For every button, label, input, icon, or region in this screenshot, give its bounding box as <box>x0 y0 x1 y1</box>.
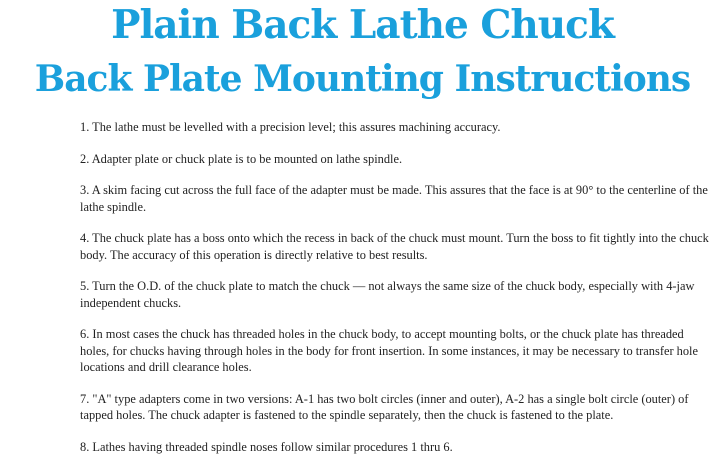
instruction-step-2: 2. Adapter plate or chuck plate is to be mounted on lathe spindle. <box>80 151 710 168</box>
page-subtitle: Back Plate Mounting Instructions <box>0 55 725 103</box>
instruction-list <box>80 119 710 455</box>
instruction-step-8: 8. Lathes having threaded spindle noses follow similar procedures 1 thru 6. <box>80 439 710 455</box>
instruction-step-7: 7. "A" type adapters come in two versions: A-1 has two bolt circles (inner and outer), A-2 has a single bolt circle (outer) of tapped holes. The chuck adapter is fastened to the spindle separately, then the chuck is fastened to the plate. <box>80 391 710 424</box>
instruction-step-4: 4. The chuck plate has a boss onto which the recess in back of the chuck must mount. Turn the boss to fit tightly into the chuck body. The accuracy of this operation is directly relative to best results. <box>80 230 710 263</box>
page-title: Plain Back Lathe Chuck <box>0 1 725 49</box>
instruction-step-1: 1. The lathe must be levelled with a precision level; this assures machining accuracy. <box>80 119 710 136</box>
instruction-step-6: 6. In most cases the chuck has threaded holes in the chuck body, to accept mounting bolts, or the chuck plate has threaded holes, for chucks having through holes in the body for front insertion. In some instances, it may be necessary to transfer hole locations and drill clearance holes. <box>80 326 710 376</box>
instruction-step-3: 3. A skim facing cut across the full face of the adapter must be made. This assures that the face is at 90° to the centerline of the lathe spindle. <box>80 182 710 215</box>
instruction-step-5: 5. Turn the O.D. of the chuck plate to match the chuck — not always the same size of the chuck body, especially with 4-jaw independent chucks. <box>80 278 710 311</box>
